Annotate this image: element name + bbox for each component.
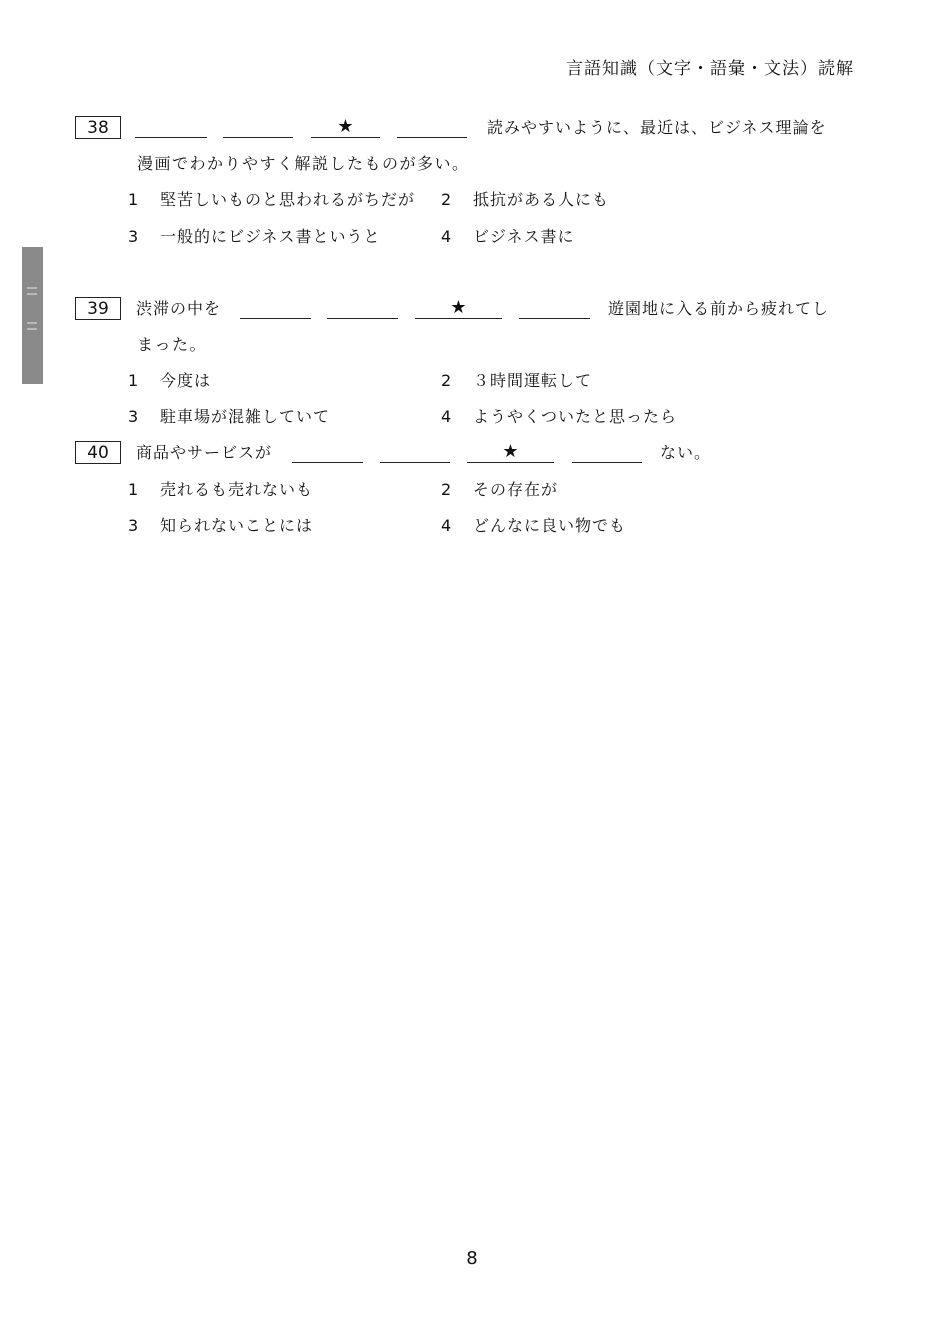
option-text[interactable]: 駐車場が混雑していて	[160, 407, 331, 426]
option-number: 1	[128, 190, 139, 209]
question-suffix-text: 読みやすいように、最近は、ビジネス理論を	[487, 118, 827, 137]
answer-blank-1[interactable]	[135, 116, 207, 138]
question-continuation-text: まった。	[137, 335, 208, 354]
star-icon: ★	[502, 441, 519, 462]
option-number: 3	[128, 516, 139, 535]
option-number: 3	[128, 227, 139, 246]
option-number: 1	[128, 480, 139, 499]
option-number: 2	[441, 371, 452, 390]
answer-blank-1[interactable]	[240, 297, 311, 319]
option-text[interactable]: どんなに良い物でも	[473, 516, 627, 535]
page-number: 8	[466, 1248, 478, 1269]
option-number: 4	[441, 407, 452, 426]
option-text[interactable]: その存在が	[473, 480, 559, 499]
question-prefix-text: 商品やサービスが	[136, 443, 273, 462]
option-text[interactable]: 知られないことには	[160, 516, 314, 535]
answer-blank-4[interactable]	[572, 441, 642, 463]
question-continuation-text: 漫画でわかりやすく解説したものが多い。	[137, 154, 470, 173]
answer-blank-1[interactable]	[292, 441, 363, 463]
question-number-box: 40	[75, 441, 121, 464]
question-number-box: 39	[75, 297, 121, 320]
question-number-box: 38	[75, 116, 121, 139]
option-number: 4	[441, 227, 452, 246]
option-text[interactable]: 抵抗がある人にも	[473, 190, 610, 209]
side-index-tab	[22, 247, 43, 384]
answer-blank-2[interactable]	[223, 116, 293, 138]
option-text[interactable]: ようやくついたと思ったら	[473, 407, 678, 426]
answer-blank-star[interactable]	[311, 116, 380, 138]
option-text[interactable]: 今度は	[160, 371, 212, 390]
option-number: 4	[441, 516, 452, 535]
option-number: 3	[128, 407, 139, 426]
option-text[interactable]: 堅苦しいものと思われるがちだが	[160, 190, 416, 209]
question-suffix-text: ない。	[660, 443, 712, 462]
option-text[interactable]: ビジネス書に	[473, 227, 575, 246]
option-number: 2	[441, 190, 452, 209]
answer-blank-2[interactable]	[380, 441, 450, 463]
option-text[interactable]: 一般的にビジネス書というと	[160, 227, 381, 246]
answer-blank-star[interactable]	[415, 297, 502, 319]
option-text[interactable]: 売れるも売れないも	[160, 480, 314, 499]
star-icon: ★	[337, 116, 354, 137]
answer-blank-4[interactable]	[519, 297, 590, 319]
question-suffix-text: 遊園地に入る前から疲れてし	[608, 299, 830, 318]
question-prefix-text: 渋滞の中を	[136, 299, 222, 318]
option-text[interactable]: ３時間運転して	[473, 371, 593, 390]
section-header: 言語知識（文字・語彙・文法）読解	[566, 59, 854, 79]
answer-blank-4[interactable]	[397, 116, 467, 138]
star-icon: ★	[450, 297, 467, 318]
option-number: 1	[128, 371, 139, 390]
answer-blank-star[interactable]	[467, 441, 554, 463]
option-number: 2	[441, 480, 452, 499]
answer-blank-2[interactable]	[327, 297, 398, 319]
